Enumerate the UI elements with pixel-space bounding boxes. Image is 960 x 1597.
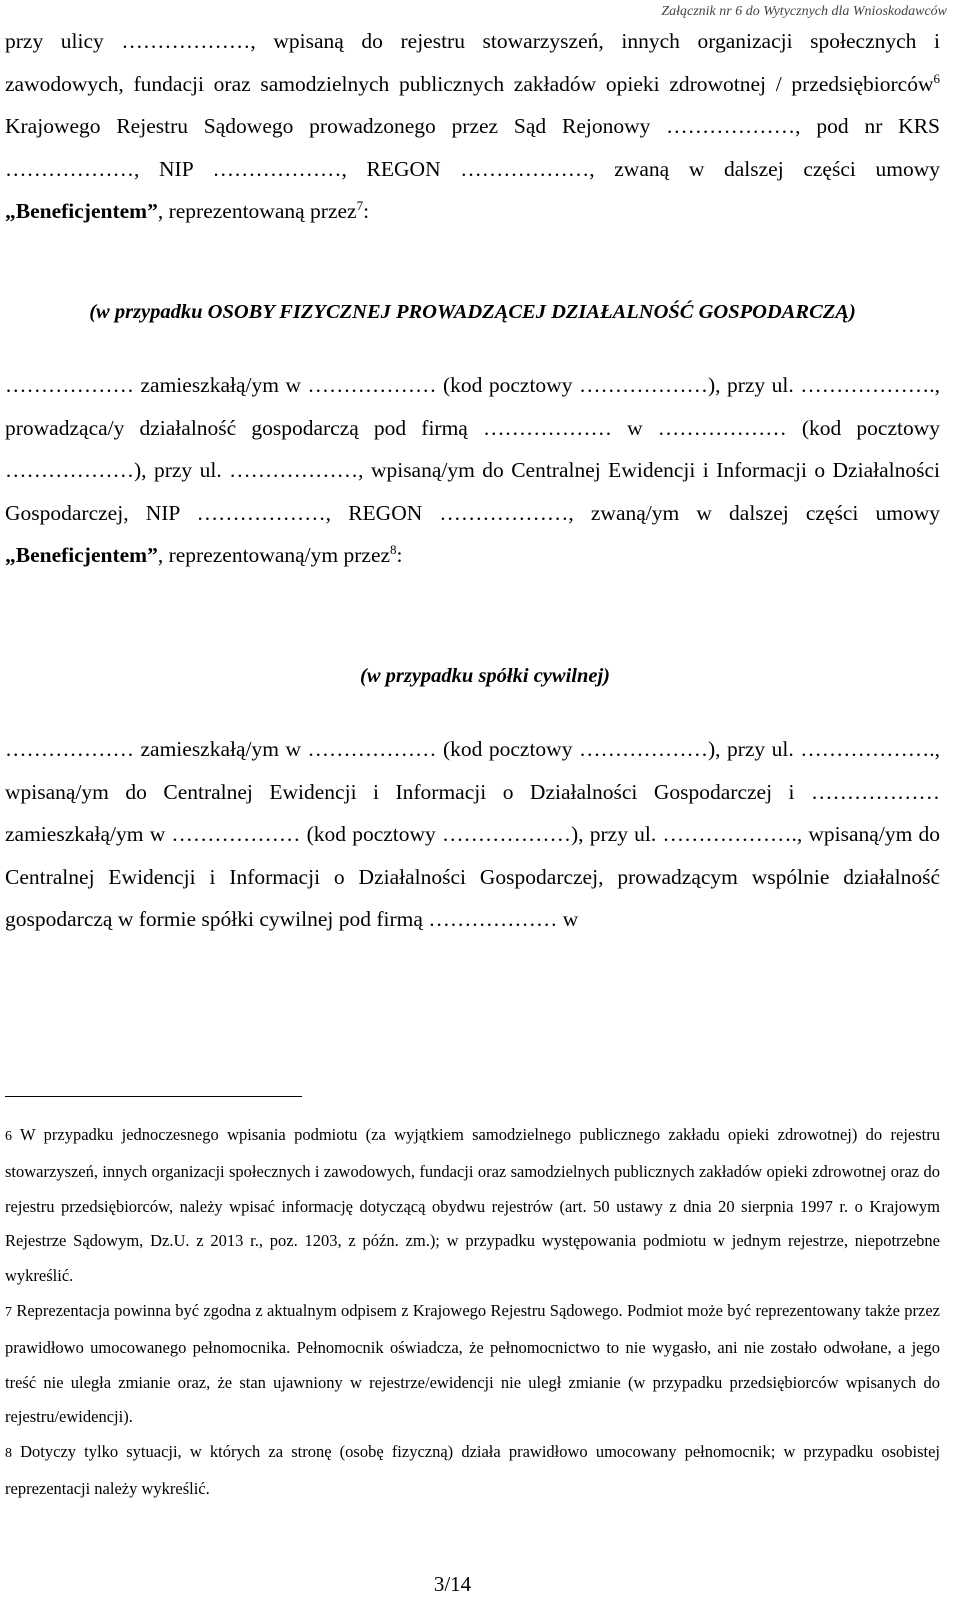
footnote-text: Reprezentacja powinna być zgodna z aktualnym odpisem z Krajowego Rejestru Sądowego. Podmiot może być reprezentowany także przez prawidłowo umocowanego pełnomocnika. Pełnomocnik oświadcza, że pełnomocnictwo to nie wygasło, ani nie zostało odwołane, a jego treść nie uległa zmianie oraz, że stan ujawniony w rejestrze/ewidencji nie uległ zmianie (w przypadku przedsiębiorców wpisanych do rejestru/ewidencji). (5, 1300, 940, 1427)
footnote-ref-8: 8 (390, 542, 397, 558)
footnote-number: 6 (5, 1129, 12, 1144)
beneficiary-term: „Beneficjentem” (5, 543, 158, 568)
page-number: 3/14 (433, 1572, 472, 1596)
individual-paragraph (5, 364, 940, 577)
footnote-7 (5, 1294, 940, 1435)
footnote-ref-6: 6 (933, 70, 940, 86)
individual-text-3: : (396, 543, 403, 568)
footnote-text: W przypadku jednoczesnego wpisania podmiotu (za wyjątkiem samodzielnego publicznego zakładu opieki zdrowotnej) do rejestru stowarzyszeń, innych organizacji społecznych i zawodowych, fundacji oraz samodzielnych publicznych zakładów opieki zdrowotnej oraz do rejestru przedsiębiorców, należy wpisać informację dotyczącą obydwu rejestrów (art. 50 ustawy z dnia 20 sierpnia 1997 r. o Krajowym Rejestrze Sądowym, Dz.U. z 2013 r., poz. 1203, z późn. zm.); w przypadku występowania podmiotu w jednym rejestrze, niepotrzebne wykreślić. (5, 1125, 940, 1286)
beneficiary-term: „Beneficjentem” (5, 199, 158, 224)
partnership-heading: (w przypadku spółki cywilnej) (360, 664, 610, 687)
individual-text-2: , reprezentowaną/ym przez (157, 543, 391, 568)
footnote-6 (5, 1118, 940, 1294)
footnote-ref-7: 7 (356, 198, 364, 214)
footnote-number: 7 (5, 1304, 12, 1320)
association-text-1: przy ulicy ………………, wpisaną do rejestru stowarzyszeń, innych organizacji społecznych i zawodowych, fundacji oraz samodzielnych publicznych zakładów opieki zdrowotnej / przedsiębiorców (5, 29, 940, 96)
partnership-paragraph: ……………… zamieszkałą/ym w ……………… (kod pocztowy ………………), przy ul. ………………., wpisaną/ym do Centralnej Ewidencji i Informacji o Działalności Gospodarczej i ……………… zamieszkałą/ym w ……………… (kod pocztowy ………………), przy ul. ………………., wpisaną/ym do Centralnej Ewidencji i Informacji o Działalności Gospodarczej, prowadzącym wspólnie działalność gospodarczą w formie spółki cywilnej pod firmą ……………… w (5, 736, 940, 932)
individual-text-1: ……………… zamieszkałą/ym w ……………… (kod pocztowy ………………), przy ul. ………………., prowadząca/y działalność gospodarczą pod firmą ……………… w ……………… (kod pocztowy ………………), przy ul. ………………, wpisaną/ym do Centralnej Ewidencji i Informacji o Działalności Gospodarczej, NIP ………………, REGON ………………, zwaną/ym w dalszej części umowy (5, 372, 940, 525)
footnote-number: 8 (5, 1446, 12, 1462)
association-text-3: , reprezentowaną przez (157, 199, 357, 224)
main-content (5, 20, 940, 941)
running-header: Załącznik nr 6 do Wytycznych dla Wnioskodawców (661, 4, 947, 19)
footnote-separator (5, 1096, 302, 1097)
association-paragraph (5, 20, 940, 233)
footnote-8 (5, 1435, 940, 1507)
association-text-2: Krajowego Rejestru Sądowego prowadzonego przez Sąd Rejonowy ………………, pod nr KRS ………………, NIP ………………, REGON ………………, zwaną w dalszej części umowy (5, 114, 940, 181)
footnotes (5, 1118, 940, 1507)
footnote-text: Dotyczy tylko sytuacji, w których za stronę (osobę fizyczną) działa prawidłowo umocowany pełnomocnik; w przypadku osobistej reprezentacji należy wykreślić. (5, 1442, 940, 1498)
association-text-4: : (363, 199, 370, 224)
individual-heading: (w przypadku OSOBY FIZYCZNEJ PROWADZĄCEJ DZIAŁALNOŚĆ GOSPODARCZĄ) (89, 300, 856, 323)
